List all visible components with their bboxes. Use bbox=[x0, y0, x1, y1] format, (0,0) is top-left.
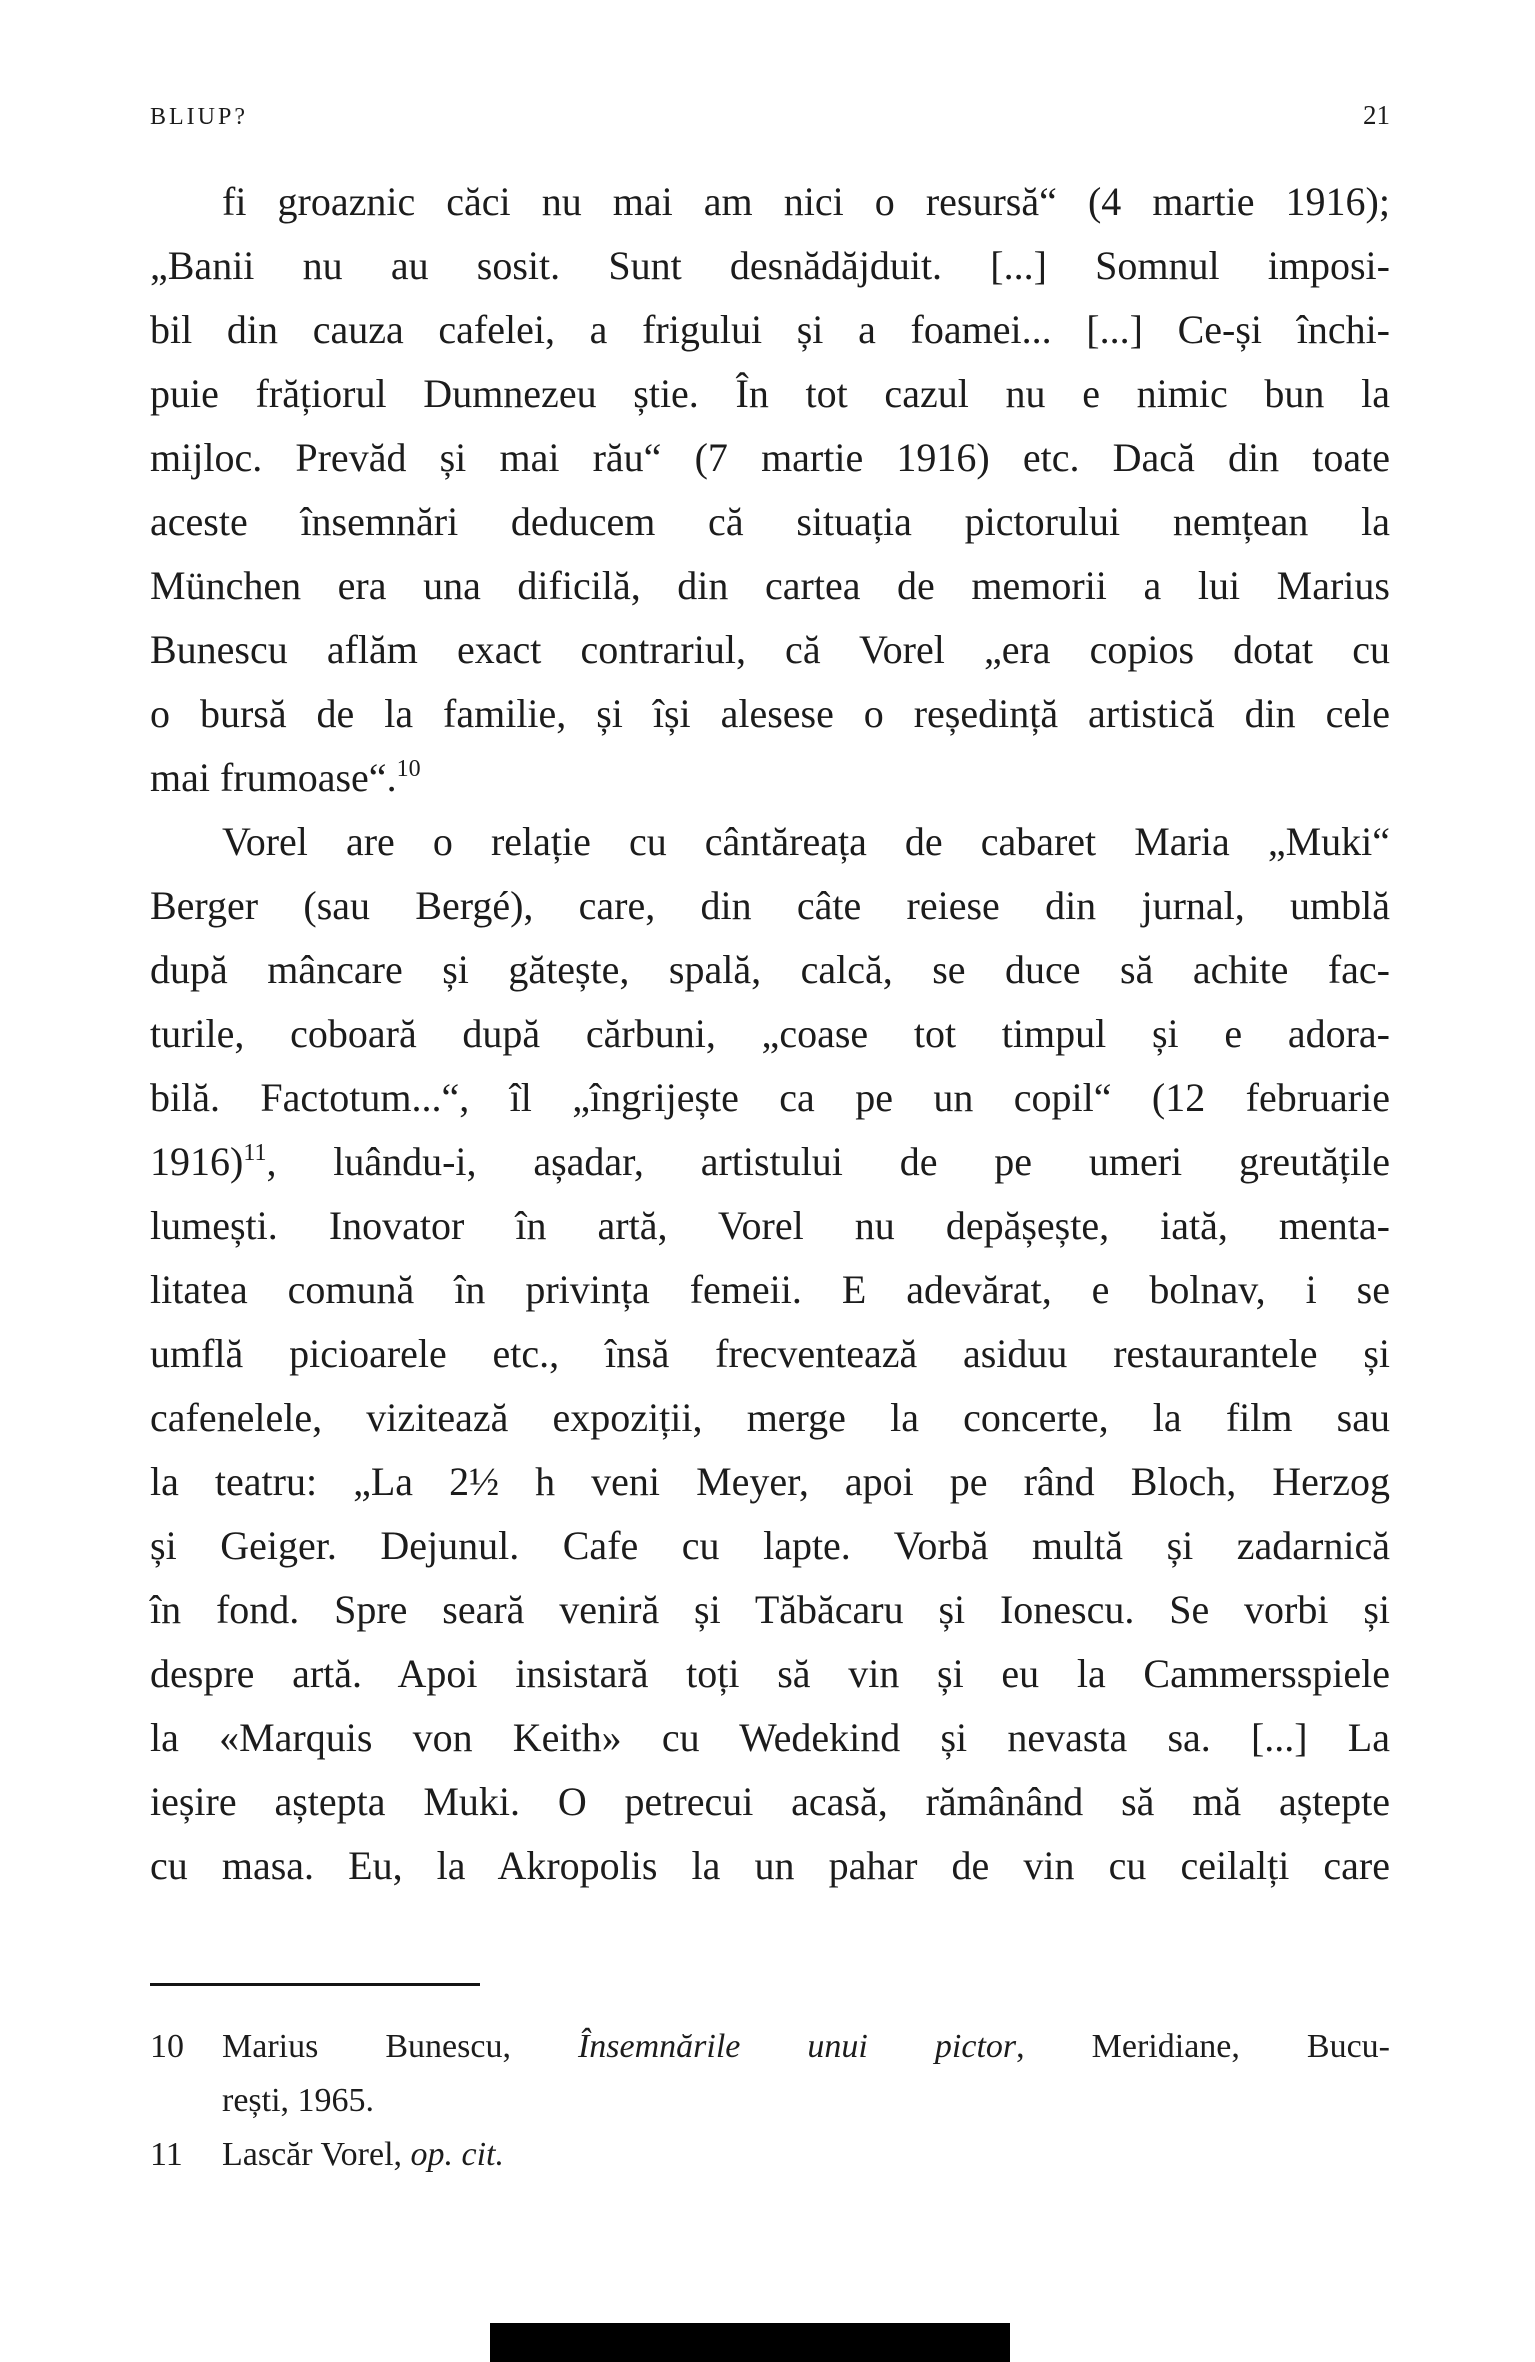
text-line: în fond. Spre seară veniră și Tăbăcaru și Ionescu. Se vorbi și bbox=[150, 1587, 1390, 1632]
text-line: bilă. Factotum...“, îl „îngrijește ca pe un copil“ (12 februarie bbox=[150, 1075, 1390, 1120]
text-line: și Geiger. Dejunul. Cafe cu lapte. Vorbă multă și zadarnică bbox=[150, 1523, 1390, 1568]
footnotes-section bbox=[150, 1983, 1390, 2182]
text-segment: mai frumoase“. bbox=[150, 755, 397, 800]
scan-artifact-bar bbox=[490, 2323, 1010, 2362]
running-title: BLIUP? bbox=[150, 104, 248, 130]
text-line: lumești. Inovator în artă, Vorel nu depășește, iată, menta- bbox=[150, 1203, 1390, 1248]
text-line: cu masa. Eu, la Akropolis la un pahar de vin cu ceilalți care bbox=[150, 1843, 1390, 1888]
text-line: Bunescu aflăm exact contrariul, că Vorel „era copios dotat cu bbox=[150, 627, 1390, 672]
footnote-text: , Meridiane, Bucu- bbox=[1016, 2028, 1390, 2065]
op-cit-italic: op. cit. bbox=[410, 2136, 504, 2173]
text-line: München era una dificilă, din cartea de memorii a lui Marius bbox=[150, 563, 1390, 608]
body-text bbox=[150, 170, 1390, 1898]
text-line: „Banii nu au sosit. Sunt desnădăjduit. [...] Somnul imposi- bbox=[150, 243, 1390, 288]
footnote-number: 10 bbox=[150, 2028, 184, 2065]
text-line: litatea comună în privința femeii. E adevărat, e bolnav, i se bbox=[150, 1267, 1390, 1312]
footnote-11 bbox=[150, 2128, 1390, 2182]
footnote-number: 11 bbox=[150, 2136, 183, 2173]
text-line: aceste însemnări deducem că situația pictorului nemțean la bbox=[150, 499, 1390, 544]
footnote-10 bbox=[150, 2020, 1390, 2074]
text-line: Berger (sau Bergé), care, din câte reiese din jurnal, umblă bbox=[150, 883, 1390, 928]
text-line: la teatru: „La 2½ h veni Meyer, apoi pe rând Bloch, Herzog bbox=[150, 1459, 1390, 1504]
text-line: umflă picioarele etc., însă frecventează asiduu restaurantele și bbox=[150, 1331, 1390, 1376]
text-line: cafenelele, vizitează expoziții, merge la concerte, la film sau bbox=[150, 1395, 1390, 1440]
footnote-text: Lascăr Vorel, bbox=[222, 2136, 411, 2173]
text-line: mijloc. Prevăd și mai rău“ (7 martie 1916) etc. Dacă din toate bbox=[150, 435, 1390, 480]
text-line: turile, coboară după cărbuni, „coase tot timpul și e adora- bbox=[150, 1011, 1390, 1056]
text-line: după mâncare și gătește, spală, calcă, se duce să achite fac- bbox=[150, 947, 1390, 992]
text-line: la «Marquis von Keith» cu Wedekind și nevasta sa. [...] La bbox=[150, 1715, 1390, 1760]
text-line: puie frățiorul Dumnezeu știe. În tot cazul nu e nimic bun la bbox=[150, 371, 1390, 416]
footnote-10-continuation: rești, 1965. bbox=[222, 2082, 375, 2119]
text-line bbox=[150, 1130, 1390, 1194]
text-line: fi groaznic căci nu mai am nici o resursă“ (4 martie 1916); bbox=[222, 179, 1390, 224]
page-header bbox=[150, 100, 1390, 131]
text-line: bil din cauza cafelei, a frigului și a foamei... [...] Ce-și închi- bbox=[150, 307, 1390, 352]
footnote-marker-11: 11 bbox=[243, 1140, 267, 1166]
text-segment: 1916) bbox=[150, 1139, 244, 1184]
text-line: despre artă. Apoi insistară toți să vin și eu la Cammersspiele bbox=[150, 1651, 1390, 1696]
page-number: 21 bbox=[1363, 100, 1390, 130]
text-line: o bursă de la familie, și își alesese o reședință artistică din cele bbox=[150, 691, 1390, 736]
footnote-separator-rule bbox=[150, 1983, 480, 1986]
text-line: ieșire aștepta Muki. O petrecui acasă, rămânând să mă aștepte bbox=[150, 1779, 1390, 1824]
text-line bbox=[150, 746, 1390, 810]
footnote-text: Marius Bunescu, bbox=[222, 2028, 578, 2065]
text-segment: , luându-i, așadar, artistului de pe umeri greutățile bbox=[266, 1139, 1390, 1184]
text-line: Vorel are o relație cu cântăreața de cabaret Maria „Muki“ bbox=[222, 819, 1390, 864]
book-title-italic: Însemnările unui pictor bbox=[577, 2028, 1017, 2065]
footnote-marker-10: 10 bbox=[396, 756, 421, 782]
